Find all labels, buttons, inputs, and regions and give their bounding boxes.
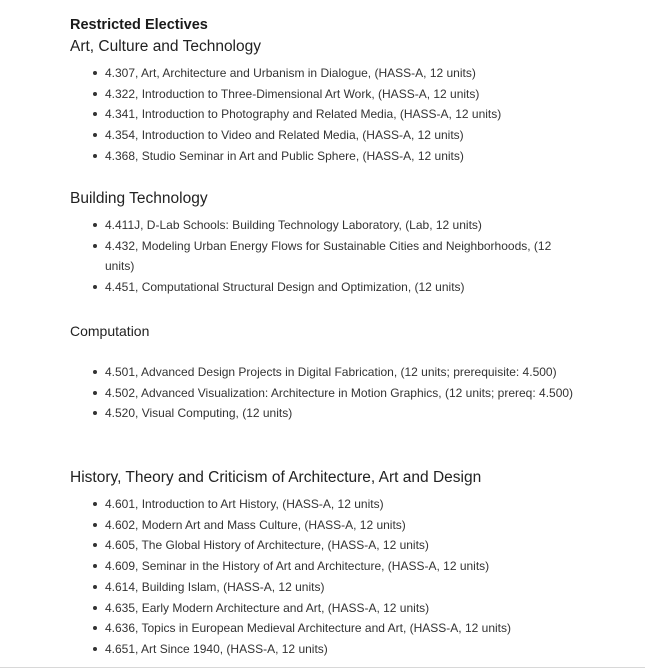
list-item: 4.614, Building Islam, (HASS-A, 12 units) xyxy=(0,577,575,598)
list-item: 4.411J, D-Lab Schools: Building Technology Laboratory, (Lab, 12 units) xyxy=(0,215,575,236)
list-item: 4.602, Modern Art and Mass Culture, (HASS-A, 12 units) xyxy=(0,515,575,536)
list-item: 4.520, Visual Computing, (12 units) xyxy=(0,403,575,424)
list-item: 4.502, Advanced Visualization: Architecture in Motion Graphics, (12 units; prereq: 4.500) xyxy=(0,383,575,404)
list-item: 4.601, Introduction to Art History, (HASS-A, 12 units) xyxy=(0,494,575,515)
list-item: 4.307, Art, Architecture and Urbanism in Dialogue, (HASS-A, 12 units) xyxy=(0,63,575,84)
list-item: 4.432, Modeling Urban Energy Flows for Sustainable Cities and Neighborhoods, (12 units) xyxy=(0,236,575,277)
list-item: 4.651, Art Since 1940, (HASS-A, 12 units) xyxy=(0,639,575,660)
course-list-computation xyxy=(0,362,600,424)
section-heading-act: Art, Culture and Technology xyxy=(70,38,261,55)
list-item: 4.368, Studio Seminar in Art and Public Sphere, (HASS-A, 12 units) xyxy=(0,146,575,167)
list-item: 4.609, Seminar in the History of Art and Architecture, (HASS-A, 12 units) xyxy=(0,556,575,577)
course-list-act xyxy=(0,63,600,167)
section-heading-computation: Computation xyxy=(70,323,150,339)
section-heading-building-technology: Building Technology xyxy=(70,190,208,207)
restricted-electives-heading: Restricted Electives xyxy=(70,17,208,33)
list-item: 4.451, Computational Structural Design and Optimization, (12 units) xyxy=(0,277,575,298)
list-item: 4.501, Advanced Design Projects in Digital Fabrication, (12 units; prerequisite: 4.500) xyxy=(0,362,575,383)
section-heading-history-theory-criticism: History, Theory and Criticism of Architecture, Art and Design xyxy=(70,469,482,486)
list-item: 4.635, Early Modern Architecture and Art, (HASS-A, 12 units) xyxy=(0,598,575,619)
list-item: 4.636, Topics in European Medieval Architecture and Art, (HASS-A, 12 units) xyxy=(0,618,575,639)
list-item: 4.322, Introduction to Three-Dimensional Art Work, (HASS-A, 12 units) xyxy=(0,84,575,105)
list-item: 4.341, Introduction to Photography and Related Media, (HASS-A, 12 units) xyxy=(0,104,575,125)
list-item: 4.354, Introduction to Video and Related Media, (HASS-A, 12 units) xyxy=(0,125,575,146)
course-list-history-theory-criticism xyxy=(0,494,600,660)
bottom-divider xyxy=(0,667,645,668)
list-item: 4.605, The Global History of Architecture, (HASS-A, 12 units) xyxy=(0,535,575,556)
course-list-building-technology xyxy=(0,215,600,298)
